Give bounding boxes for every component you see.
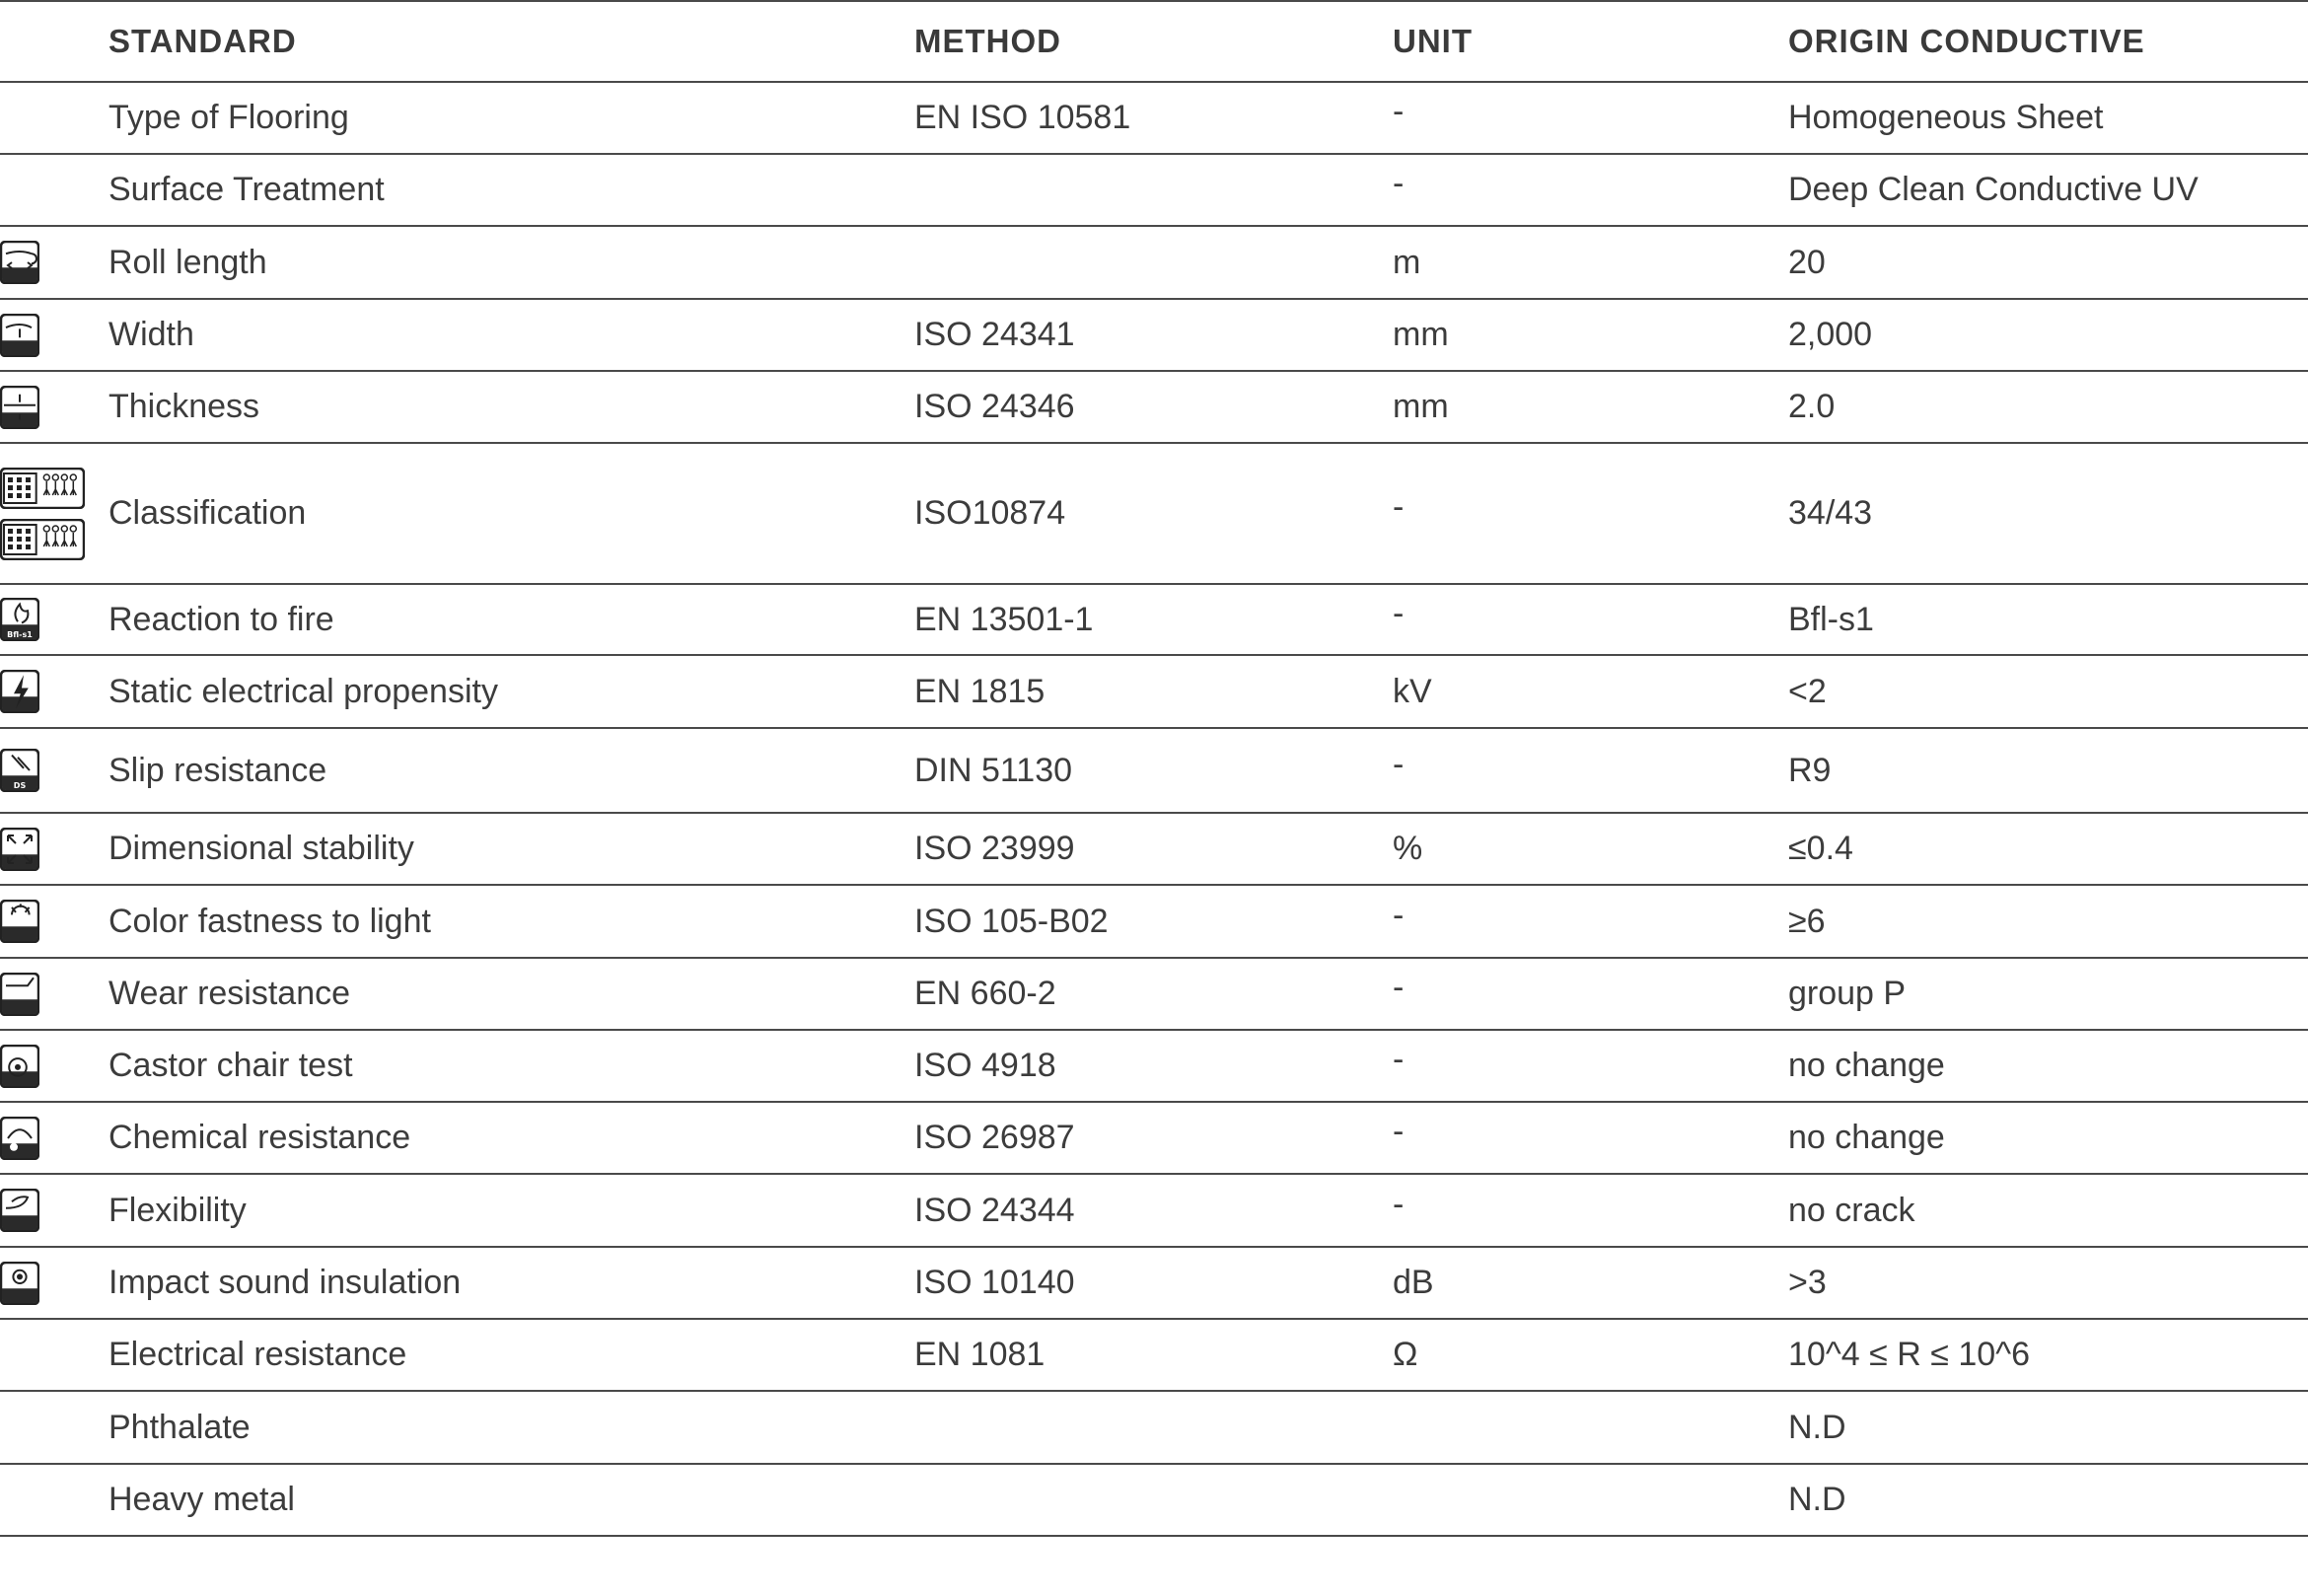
row-value: ≥6 [1788,902,1826,940]
table-row [0,1103,2308,1175]
svg-text:Bfl-s1: Bfl-s1 [7,630,33,639]
table-row [0,300,2308,372]
row-standard: Chemical resistance [108,1119,411,1156]
table-row [0,656,2308,729]
row-standard: Heavy metal [108,1481,295,1518]
row-unit: - [1393,93,1405,130]
table-row [0,1175,2308,1248]
impact-sound-icon [0,1248,39,1318]
row-value: group P [1788,975,1907,1012]
table-row [0,1465,2308,1537]
row-unit: - [1393,488,1405,526]
header-value: ORIGIN CONDUCTIVE [1788,23,2145,59]
row-value: <2 [1788,672,1827,710]
table-row [0,886,2308,959]
row-value: R9 [1788,751,1832,789]
row-method: ISO 23999 [914,830,1075,867]
row-method: ISO 24346 [914,388,1075,425]
row-unit: - [1393,1041,1405,1078]
table-row [0,444,2308,585]
row-standard: Slip resistance [108,751,327,789]
roll-length-icon [0,227,39,298]
header-method: METHOD [914,23,1061,59]
static-electrical-icon [0,656,39,727]
row-standard: Flexibility [108,1191,247,1229]
table-row [0,1031,2308,1103]
row-method: EN 1815 [914,672,1046,710]
row-unit: % [1393,830,1423,867]
row-method: DIN 51130 [914,751,1073,789]
row-standard: Reaction to fire [108,600,334,638]
row-method: EN 13501-1 [914,600,1094,638]
row-unit: m [1393,243,1421,281]
fire-reaction-icon [0,585,39,654]
row-method: ISO 105-B02 [914,902,1109,940]
row-unit: mm [1393,388,1449,425]
row-unit: Ω [1393,1336,1418,1373]
svg-text:DS: DS [13,781,27,790]
row-value: ≤0.4 [1788,830,1853,867]
table-row [0,1392,2308,1465]
table-row [0,959,2308,1031]
table-row [0,1320,2308,1392]
row-standard: Color fastness to light [108,902,431,940]
row-value: 2,000 [1788,316,1873,353]
row-unit: - [1393,1185,1405,1223]
row-standard: Wear resistance [108,975,351,1012]
row-standard: Surface Treatment [108,171,385,208]
table-row [0,585,2308,656]
flexibility-icon [0,1175,39,1246]
castor-chair-icon [0,1031,39,1101]
table-row [0,155,2308,227]
row-standard: Roll length [108,243,267,281]
row-method: ISO 26987 [914,1119,1075,1156]
row-value: 10^4 ≤ R ≤ 10^6 [1788,1336,2031,1373]
table-row [0,814,2308,886]
row-value: 34/43 [1788,494,1873,532]
row-standard: Castor chair test [108,1047,353,1084]
row-method: EN 660-2 [914,975,1056,1012]
row-value: N.D [1788,1408,1846,1446]
row-value: Bfl-s1 [1788,600,1874,638]
color-fastness-icon [0,886,39,957]
row-unit: - [1393,165,1405,202]
row-method: ISO10874 [914,494,1066,532]
header-row [0,0,2308,83]
thickness-icon [0,372,39,442]
row-method: ISO 24341 [914,316,1075,353]
table-row [0,1248,2308,1320]
row-value: Homogeneous Sheet [1788,99,2104,136]
row-value: 2.0 [1788,388,1836,425]
row-standard: Electrical resistance [108,1336,407,1373]
table-row [0,227,2308,300]
row-value: >3 [1788,1264,1827,1301]
row-standard: Impact sound insulation [108,1264,462,1301]
width-icon [0,300,39,370]
row-standard: Static electrical propensity [108,672,498,710]
slip-resistance-icon [0,729,39,812]
row-value: no change [1788,1047,1945,1084]
row-value: Deep Clean Conductive UV [1788,171,2199,208]
row-value: no crack [1788,1191,1915,1229]
row-unit: - [1393,896,1405,934]
table-row [0,729,2308,814]
row-value: N.D [1788,1481,1846,1518]
row-unit: dB [1393,1264,1434,1301]
row-standard: Dimensional stability [108,830,414,867]
row-method: ISO 4918 [914,1047,1056,1084]
wear-resistance-icon [0,959,39,1029]
classification-icon [0,444,85,583]
row-unit: - [1393,1113,1405,1150]
row-unit: - [1393,594,1405,632]
row-standard: Phthalate [108,1408,251,1446]
row-unit: mm [1393,316,1449,353]
header-standard: STANDARD [108,23,297,59]
row-method: ISO 24344 [914,1191,1075,1229]
row-standard: Thickness [108,388,260,425]
row-value: no change [1788,1119,1945,1156]
table-row [0,372,2308,444]
row-method: EN 1081 [914,1336,1046,1373]
chemical-resistance-icon [0,1103,39,1173]
row-standard: Type of Flooring [108,99,349,136]
row-method: EN ISO 10581 [914,99,1131,136]
row-unit: - [1393,969,1405,1006]
dimensional-stability-icon [0,814,39,884]
row-unit: kV [1393,672,1432,710]
row-method: ISO 10140 [914,1264,1075,1301]
row-standard: Width [108,316,194,353]
row-unit: - [1393,745,1405,783]
header-unit: UNIT [1393,23,1473,59]
row-standard: Classification [108,494,307,532]
row-value: 20 [1788,243,1826,281]
table-row [0,83,2308,155]
